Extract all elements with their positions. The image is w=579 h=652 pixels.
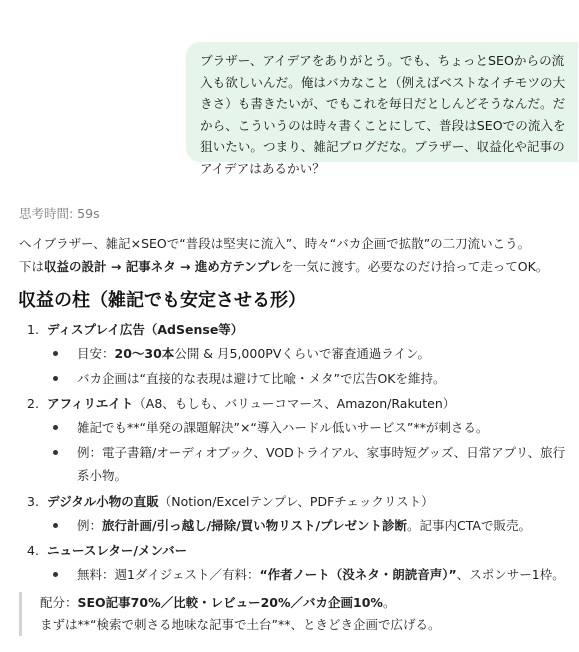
bullet-dot [53,523,58,528]
intro-line-2-post: を一気に渡す。必要なのだけ拾って走ってOK。 [281,259,549,274]
bullet-text: 雑記でも**“単発の課題解決”×“導入ハードル低いサービス”**が刺さる。 [77,420,489,435]
bullet-item [47,416,569,440]
bullet-list [47,416,569,488]
bullet-text-post: 、スポンサー1枠。 [456,567,565,582]
bullet-dot [53,572,58,577]
bullet-item [47,514,569,538]
bullet-item [47,367,569,391]
list-number: 2. [27,396,39,411]
list-item-4 [23,539,569,587]
list-item-1 [23,318,569,390]
user-message-text: ブラザー、アイデアをありがとう。でも、ちょっとSEOからの流入も欲しいんだ。俺はバカなこと（例えばベストなイチモツの大きさ）も書きたいが、でもこれを毎日だとしんどそうなんだ。だから、こういうのは時々書くことにして、普段はSEOでの流入を狙いたい。つまり、雑記ブログだな。ブラザー、収益化や記事のアイデアはあるかい？ [200,53,566,176]
list-number: 3. [27,493,39,509]
bullet-list [47,563,569,587]
list-item-title-rest: （Notion/Excelテンプレ、PDFチェックリスト） [158,493,434,509]
revenue-list [23,318,569,589]
list-item-2 [23,392,569,488]
bullet-text: 無料：週1ダイジェスト／有料： [77,567,260,582]
user-message-bubble [186,42,578,176]
intro-paragraph [19,232,574,278]
bullet-bold: “作者ノート（没ネタ・朗読音声）” [259,567,457,582]
bullet-bold: 旅行計画/引っ越し/掃除/買い物リスト/プレゼント診断 [102,517,408,533]
intro-line-2-pre: 下は [19,259,45,274]
intro-line-2 [19,255,574,278]
bullet-item [47,342,569,366]
bullet-text: バカ企画は“直接的な表現は避けて比喩・メタ”で広告OKを維持。 [77,370,446,386]
list-item-title: ディスプレイ広告（AdSense等） [47,322,244,337]
note-line-2: まずは**“検索で刺さる地味な記事で土台”**、ときどき企画で広げる。 [40,617,441,632]
list-item-title: ニュースレター/メンバー [47,543,188,558]
note-line-1-bold: SEO記事70%／比較・レビュー20%／バカ企画10% [77,595,383,610]
list-number: 4. [27,543,39,558]
note-line-1-post: 。 [382,595,396,610]
blockquote-note [19,592,440,636]
bullet-dot [53,425,58,430]
bullet-item [47,441,569,488]
bullet-text: 例： [77,517,103,533]
bullet-text: 例：電子書籍/オーディオブック、VODトライアル、家事時短グッズ、日常アプリ、旅行系小物。 [77,444,566,483]
intro-line-2-bold: 収益の設計 → 記事ネタ → 進め方テンプレ [44,259,282,274]
list-item-title: アフィリエイト [47,396,134,411]
thinking-time[interactable]: 思考時間: 59s [19,206,100,221]
bullet-text-post: 公開 & 月5,000PVくらいで審査通過ライン。 [174,346,431,361]
bullet-list [47,342,569,390]
note-line-1-pre: 配分： [40,595,78,610]
bullet-dot [53,351,58,356]
list-item-3 [23,490,569,538]
bullet-item [47,563,569,587]
intro-line-1: へイブラザー、雑記×SEOで“普段は堅実に流入”、時々“バカ企画で拡散”の二刀流いこう。 [19,236,531,251]
list-item-title-rest: （A8、もしも、バリューコマース、Amazon/Rakuten） [133,396,456,411]
list-number: 1. [27,322,39,337]
bullet-list [47,514,569,538]
bullet-dot [53,376,58,381]
bullet-text-post: 。記事内CTAで販売。 [407,517,531,533]
bullet-text: 目安： [77,346,115,361]
bullet-dot [53,450,58,455]
section-heading: 収益の柱（雑記でも安定させる形） [18,290,306,311]
bullet-bold: 20〜30本 [114,346,175,361]
list-item-title: デジタル小物の直販 [47,493,159,509]
note-line-1 [40,592,440,614]
